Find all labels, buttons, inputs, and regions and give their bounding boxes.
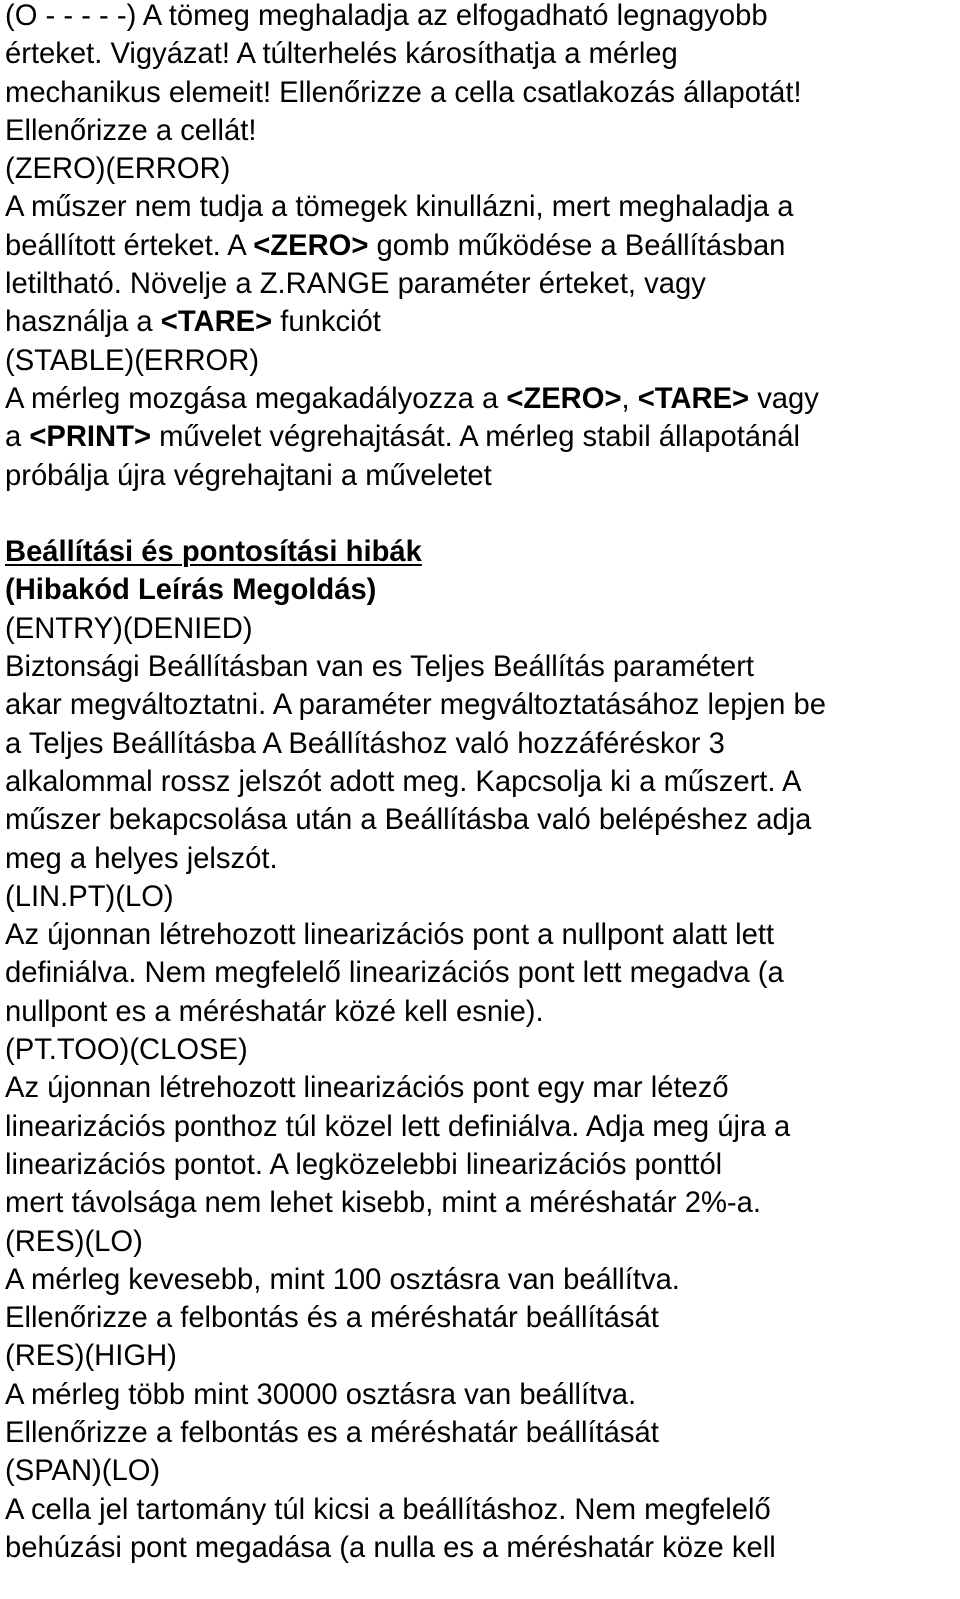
text-segment: használja a [5, 306, 161, 339]
text-line: behúzási pont megadása (a nulla es a méréshatár köze kell [5, 1531, 776, 1564]
error-code-pt-too-close: (PT.TOO)(CLOSE) [5, 1034, 248, 1067]
text-line: Ellenőrizze a cellát! [5, 114, 257, 147]
text-line: Ellenőrizze a felbontás es a méréshatár beállítását [5, 1416, 659, 1449]
text-line: A mérleg több mint 30000 osztásra van beállítva. [5, 1378, 637, 1411]
text-segment: gomb működése a Beállításban [368, 229, 786, 262]
text-line [5, 380, 955, 418]
zero-key-label: <ZERO> [253, 229, 369, 262]
text-line: Az újonnan létrehozott linearizációs pont egy mar létező [5, 1072, 729, 1105]
text-line: a Teljes Beállításba A Beállításhoz való hozzáféréskor 3 [5, 727, 725, 760]
text-segment: művelet végrehajtását. A mérleg stabil állapotánál [151, 421, 800, 454]
tare-key-label: <TARE> [637, 382, 750, 415]
text-line [5, 227, 955, 265]
text-line: letiltható. Növelje a Z.RANGE paraméter érteket, vagy [5, 268, 706, 301]
text-line: műszer bekapcsolása után a Beállításba való belépéshez adja [5, 804, 812, 837]
text-segment: A mérleg mozgása megakadályozza a [5, 382, 507, 415]
text-line: Az újonnan létrehozott linearizációs pont a nullpont alatt lett [5, 919, 775, 952]
text-line: alkalommal rossz jelszót adott meg. Kapcsolja ki a műszert. A [5, 765, 802, 798]
text-segment: funkciót [272, 306, 381, 339]
text-line: linearizációs ponthoz túl közel lett definiálva. Adja meg újra a [5, 1110, 791, 1143]
text-line: érteket. Vigyázat! A túlterhelés károsíthatja a mérleg [5, 38, 678, 71]
text-line [5, 303, 955, 341]
error-code-zero-error: (ZERO)(ERROR) [5, 153, 231, 186]
text-line: mechanikus elemeit! Ellenőrizze a cella csatlakozás állapotát! [5, 76, 802, 109]
document-page [5, 0, 955, 1567]
text-line [5, 418, 955, 456]
text-line: linearizációs pontot. A legközelebbi linearizációs ponttól [5, 1148, 723, 1181]
text-segment: a [5, 421, 30, 454]
text-line: nullpont es a méréshatár közé kell esnie). [5, 995, 544, 1028]
text-line: akar megváltoztatni. A paraméter megváltoztatásához lepjen be [5, 689, 826, 722]
error-code-entry-denied: (ENTRY)(DENIED) [5, 612, 253, 645]
text-segment: , [621, 382, 638, 415]
text-line: Ellenőrizze a felbontás és a méréshatár beállítását [5, 1302, 659, 1335]
error-code-res-lo: (RES)(LO) [5, 1225, 143, 1258]
error-code-span-lo: (SPAN)(LO) [5, 1455, 161, 1488]
zero-key-label: <ZERO> [506, 382, 622, 415]
text-line: próbálja újra végrehajtani a műveletet [5, 459, 492, 492]
blank-line [5, 495, 955, 533]
text-line: Biztonsági Beállításban van es Teljes Beállítás paramétert [5, 651, 755, 684]
tare-key-label: <TARE> [160, 306, 273, 339]
error-code-lin-pt-lo: (LIN.PT)(LO) [5, 880, 174, 913]
print-key-label: <PRINT> [29, 421, 151, 454]
error-code-res-high: (RES)(HIGH) [5, 1340, 177, 1373]
text-segment: beállított érteket. A [5, 229, 254, 262]
text-line: meg a helyes jelszót. [5, 842, 278, 875]
text-line: A cella jel tartomány túl kicsi a beállításhoz. Nem megfelelő [5, 1493, 771, 1526]
text-line: mert távolsága nem lehet kisebb, mint a méréshatár 2%-a. [5, 1187, 761, 1220]
text-line: (O - - - - -) A tömeg meghaladja az elfogadható legnagyobb [5, 0, 768, 32]
section-heading: Beállítási és pontosítási hibák [5, 536, 422, 569]
table-header: (Hibakód Leírás Megoldás) [5, 574, 377, 607]
error-code-stable-error: (STABLE)(ERROR) [5, 344, 260, 377]
text-line: definiálva. Nem megfelelő linearizációs pont lett megadva (a [5, 957, 784, 990]
text-line: A mérleg kevesebb, mint 100 osztásra van beállítva. [5, 1263, 680, 1296]
text-segment: vagy [749, 382, 819, 415]
text-line: A műszer nem tudja a tömegek kinullázni, mert meghaladja a [5, 191, 794, 224]
